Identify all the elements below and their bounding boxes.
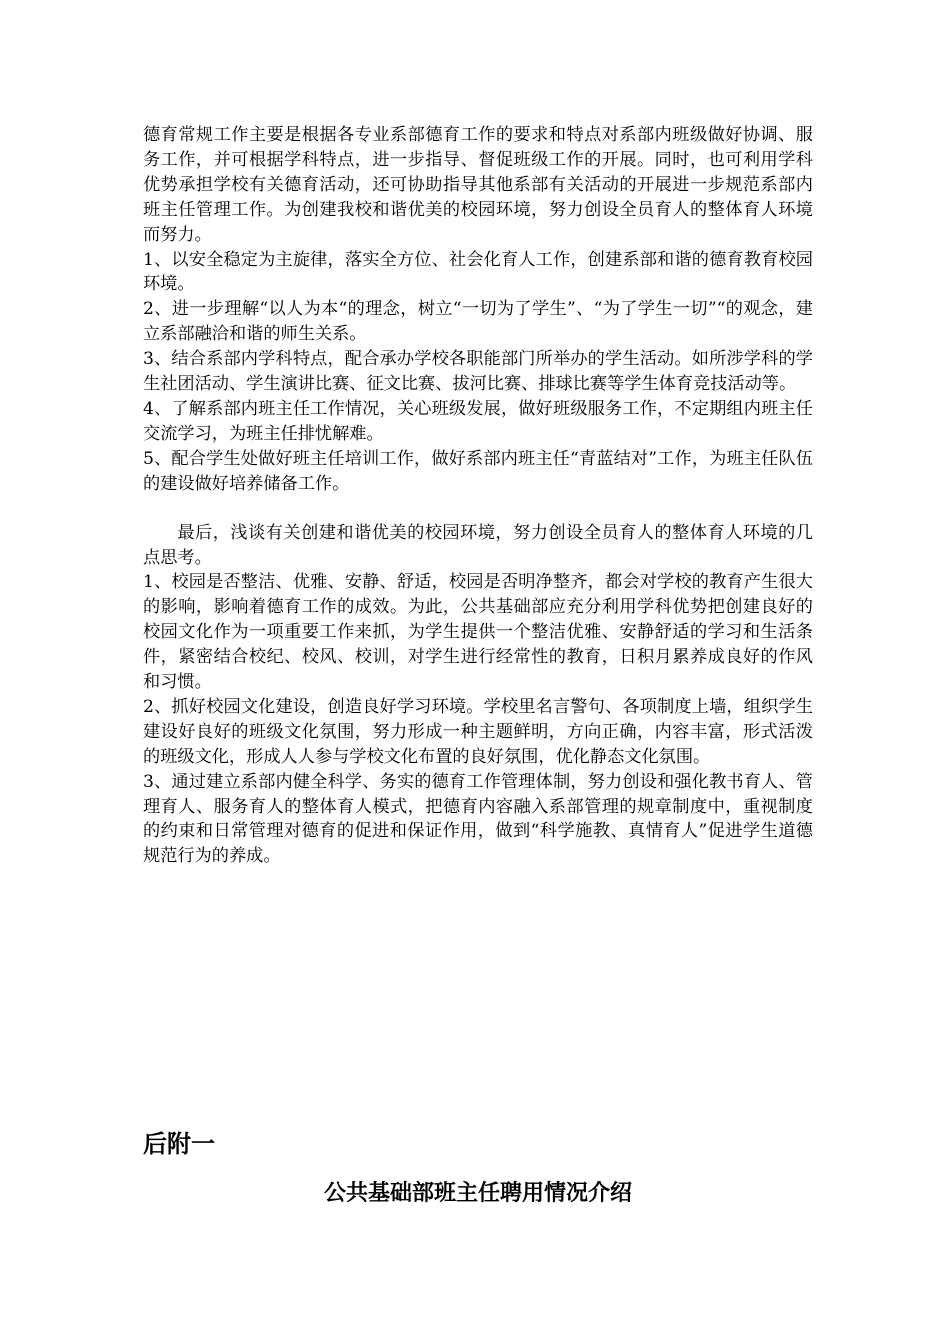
section-two-item-2: 2、抓好校园文化建设，创造良好学习环境。学校里名言警句、各项制度上墙，组织学生建设好良好的班级文化氛围，努力形成一种主题鲜明，方向正确，内容丰富，形式活泼的班级文化，形成人人参与学校文化布置的良好氛围，优化静态文化氛围。 xyxy=(143,696,813,767)
section-one-item-4: 4、了解系部内班主任工作情况，关心班级发展，做好班级服务工作，不定期组内班主任交流学习，为班主任排忧解难。 xyxy=(143,398,813,444)
appendix-label: 后附一 xyxy=(143,1129,215,1158)
section-one-item-2: 2、进一步理解“以人为本“的理念，树立“一切为了学生”、“为了学生一切”“的观念，建立系部融洽和谐的师生关系。 xyxy=(143,299,813,345)
section-one-item-3: 3、结合系部内学科特点，配合承办学校各职能部门所举办的学生活动。如所涉学科的学生社团活动、学生演讲比赛、征文比赛、拔河比赛、排球比赛等学生体育竞技活动等。 xyxy=(143,349,813,395)
section-two-intro: 最后，浅谈有关创建和谐优美的校园环境，努力创设全员育人的整体育人环境的几点思考。 xyxy=(143,522,813,568)
section-two-item-1: 1、校园是否整洁、优雅、安静、舒适，校园是否明净整齐，都会对学校的教育产生很大的影响，影响着德育工作的成效。为此，公共基础部应充分利用学科优势把创建良好的校园文化作为一项重要工作来抓，为学生提供一个整洁优雅、安静舒适的学习和生活条件，紧密结合校纪、校风、校训，对学生进行经常性的教育，日积月累养成良好的作风和习惯。 xyxy=(143,572,813,693)
section-one-item-1: 1、以安全稳定为主旋律，落实全方位、社会化育人工作，创建系部和谐的德育教育校园环境。 xyxy=(143,249,813,295)
paragraph-gap xyxy=(143,497,813,521)
section-one-intro: 德育常规工作主要是根据各专业系部德育工作的要求和特点对系部内班级做好协调、服务工作，并可根据学科特点，进一步指导、督促班级工作的开展。同时，也可利用学科优势承担学校有关德育活动，还可协助指导其他系部有关活动的开展进一步规范系部内班主任管理工作。为创建我校和谐优美的校园环境，努力创设全员育人的整体育人环境而努力。 xyxy=(143,125,813,245)
appendix-title: 公共基础部班主任聘用情况介绍 xyxy=(323,1180,632,1206)
section-two-item-3: 3、通过建立系部内健全科学、务实的德育工作管理体制，努力创设和强化教书育人、管理育人、服务育人的整体育人模式，把德育内容融入系部管理的规章制度中，重视制度的约束和日常管理对德育的促进和保证作用，做到“科学施教、真情育人”促进学生道德规范行为的养成。 xyxy=(143,771,813,867)
section-one-item-5: 5、配合学生处做好班主任培训工作，做好系部内班主任“青蓝结对”工作，为班主任队伍的建设做好培养储备工作。 xyxy=(143,448,813,494)
document-body xyxy=(143,123,813,869)
